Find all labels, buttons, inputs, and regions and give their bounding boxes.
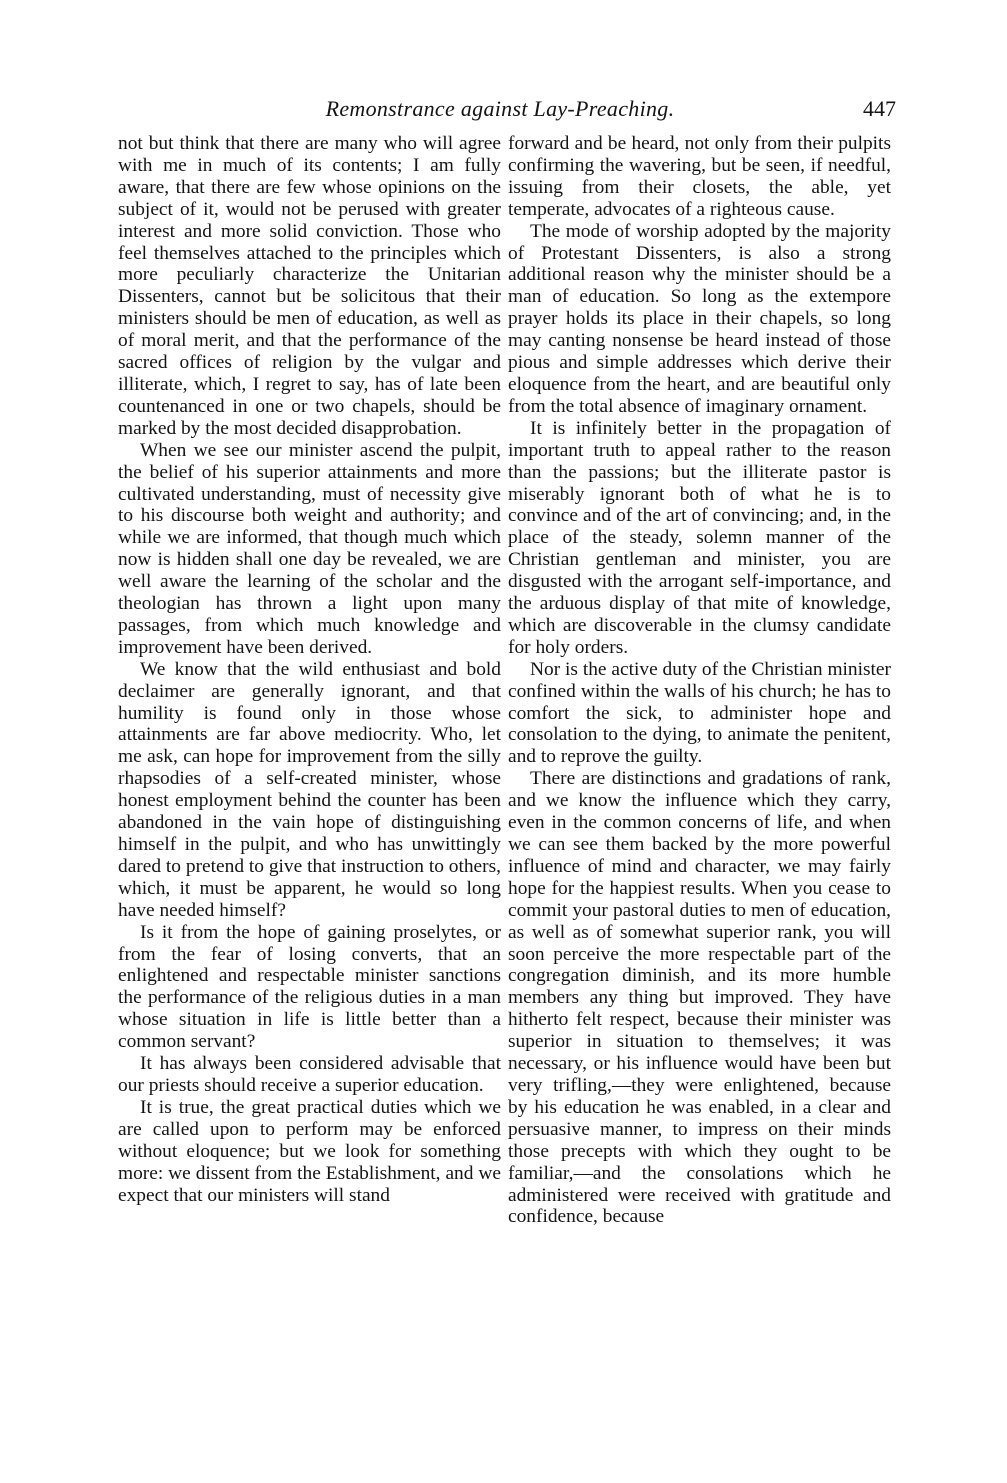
paragraph: Is it from the hope of gaining proselytes, or from the fear of losing converts, that an enlightened and respectable minister sanctions the performance of the religious duties in a man whose situation in life is little better than a common servant?	[118, 921, 501, 1053]
running-title: Remonstrance against Lay-Preaching.	[325, 96, 675, 121]
paragraph: There are distinctions and gradations of rank, and we know the influence which they carry, even in the common concerns of life, and when we can see them backed by the more powerful influence of mind and character, we may fairly hope for the happiest results. When you cease to commit your pastoral duties to men of education, as well as of somewhat superior rank, you will soon perceive the more respectable part of the congregation diminish, and its more humble members any thing but improved. They have hitherto felt respect, because their minister was superior in situation to themselves; it was necessary, or his influence would have been but very trifling,—they were enlightened, because by his education he was enabled, in a clear and persuasive manner, to impress on their minds those precepts with which they ought to be familiar,—and the consolations which he administered were received with gratitude and confidence, because	[508, 768, 891, 1228]
page-header	[110, 96, 900, 130]
paragraph: It is true, the great practical duties which we are called upon to perform may be enforced without eloquence; but we look for something more: we dissent from the Establishment, and we expect that our ministers will stand	[118, 1096, 501, 1206]
paragraph: It has always been considered advisable that our priests should receive a superior education.	[118, 1053, 501, 1096]
right-column	[508, 133, 891, 1228]
page-number: 447	[863, 96, 896, 121]
paragraph: not but think that there are many who will agree with me in much of its contents; I am fully aware, that there are few whose opinions on the subject of it, would not be perused with greater interest and more solid conviction. Those who feel themselves attached to the principles which more peculiarly characterize the Unitarian Dissenters, cannot but be solicitous that their ministers should be men of education, as well as of moral merit, and that the performance of the sacred offices of religion by the vulgar and illiterate, which, I regret to say, has of late been countenanced in one or two chapels, should be marked by the most decided disapprobation.	[118, 133, 501, 439]
left-column	[118, 133, 501, 1206]
paragraph: We know that the wild enthusiast and bold declaimer are generally ignorant, and that humility is found only in those whose attainments are far above mediocrity. Who, let me ask, can hope for improvement from the silly rhapsodies of a self-created minister, whose honest employment behind the counter has been abandoned in the vain hope of distinguishing himself in the pulpit, and who has unwittingly dared to pretend to give that instruction to others, which, it must be apparent, he would so long have needed himself?	[118, 658, 501, 921]
paragraph: When we see our minister ascend the pulpit, the belief of his superior attainments and more cultivated understanding, must of necessity give to his discourse both weight and authority; and while we are informed, that though much which now is hidden shall one day be revealed, we are well aware the learning of the scholar and the theologian has thrown a light upon many passages, from which much knowledge and improvement have been derived.	[118, 439, 501, 658]
paragraph: Nor is the active duty of the Christian minister confined within the walls of his church; he has to comfort the sick, to administer hope and consolation to the dying, to animate the penitent, and to reprove the guilty.	[508, 658, 891, 768]
paragraph: forward and be heard, not only from their pulpits confirming the wavering, but be seen, if needful, issuing from their closets, the able, yet temperate, advocates of a righteous cause.	[508, 133, 891, 220]
paragraph: The mode of worship adopted by the majority of Protestant Dissenters, is also a strong additional reason why the minister should be a man of education. So long as the extempore prayer holds its place in their chapels, so long may canting nonsense be heard instead of those pious and simple addresses which derive their eloquence from the heart, and are beautiful only from the total absence of imaginary ornament.	[508, 220, 891, 417]
paragraph: It is infinitely better in the propagation of important truth to appeal rather to the reason than the passions; but the illiterate pastor is miserably ignorant both of what he is to convince and of the art of convincing; and, in the place of the steady, solemn manner of the Christian gentleman and minister, you are disgusted with the arrogant self-importance, and the arduous display of that mite of knowledge, which are discoverable in the clumsy candidate for holy orders.	[508, 417, 891, 658]
